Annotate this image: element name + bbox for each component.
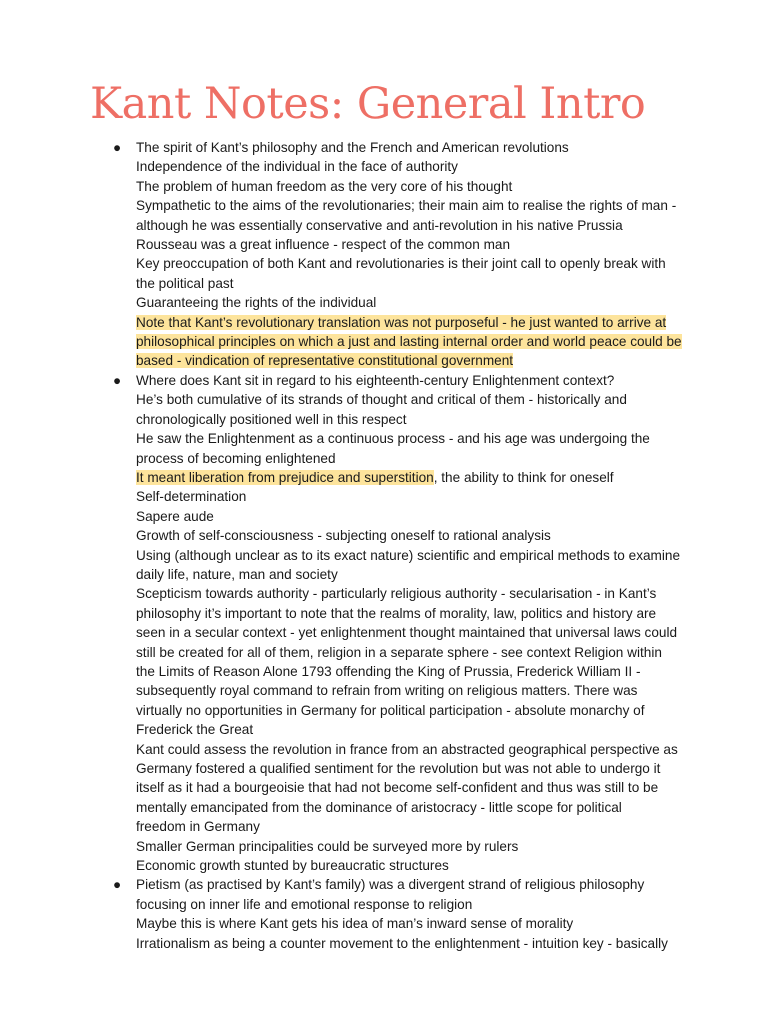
mixed-highlight-line [136, 468, 682, 487]
text-line: Scepticism towards authority - particularly religious authority - secularisation - in Kant’s [136, 586, 657, 602]
page-title: Kant Notes: General Intro [90, 79, 646, 129]
bullet-list [0, 138, 768, 953]
text-line: Irrationalism as being a counter movement to the enlightenment - intuition key - basically [136, 935, 668, 951]
bullet-dot-icon: ● [113, 140, 122, 155]
text-line: Frederick the Great [136, 722, 254, 738]
text-line: The problem of human freedom as the very core of his thought [136, 178, 513, 194]
bullet-dot-icon: ● [113, 877, 122, 893]
text-line: Kant could assess the revolution in france from an abstracted geographical perspective as [136, 741, 678, 757]
text-line: the Limits of Reason Alone 1793 offending the King of Prussia, Frederick William II - [136, 663, 641, 679]
bullet-dot-icon: ● [113, 372, 122, 388]
text-line: Economic growth stunted by bureaucratic structures [136, 858, 449, 874]
text-line: He’s both cumulative of its strands of thought and critical of them - historically and [136, 392, 627, 408]
text-line: Rousseau was a great influence - respect of the common man [136, 237, 511, 253]
text-line: daily life, nature, man and society [136, 566, 338, 582]
text-line: seen in a secular context - yet enlightenment thought maintained that universal laws could [136, 625, 678, 641]
text-line: Sapere aude [136, 508, 214, 524]
highlight-span: It meant liberation from prejudice and superstition [136, 469, 434, 485]
text-line: mentally emancipated from the dominance of aristocracy - little scope for political [136, 799, 622, 815]
text-line: Using (although unclear as to its exact nature) scientific and empirical methods to examine [136, 547, 681, 563]
text-line: Where does Kant sit in regard to his eighteenth-century Enlightenment context? [136, 372, 615, 388]
text-line: Independence of the individual in the face of authority [136, 159, 458, 175]
text-line: Self-determination [136, 489, 247, 505]
text-line: Sympathetic to the aims of the revolutionaries; their main aim to realise the rights of man - [136, 198, 677, 214]
bullet-item-revolutions [0, 138, 768, 371]
text-line: Pietism (as practised by Kant’s family) was a divergent strand of religious philosophy [136, 877, 645, 893]
text-line: Key preoccupation of both Kant and revolutionaries is their joint call to openly break with [136, 256, 666, 272]
highlight-span: philosophical principles on which a just and lasting internal order and world peace could be [136, 334, 682, 350]
highlighted-line [136, 313, 682, 332]
highlight-span: based - vindication of representative constitutional government [136, 353, 514, 369]
text-line: itself as it had a bourgeoisie that had not become self-confident and thus was still to be [136, 780, 659, 796]
text-line: Maybe this is where Kant gets his idea of man’s inward sense of morality [136, 916, 574, 932]
bullet-item-enlightenment [0, 371, 768, 876]
notes-body [0, 138, 768, 953]
bullet-item-pietism [0, 875, 768, 953]
text-line: Smaller German principalities could be surveyed more by rulers [136, 838, 519, 854]
text-line: Guaranteeing the rights of the individual [136, 295, 377, 311]
text-line: chronologically positioned well in this respect [136, 411, 407, 427]
text-line: He saw the Enlightenment as a continuous process - and his age was undergoing the [136, 431, 650, 447]
text-line: still be created for all of them, religion in a separate sphere - see context Religion within [136, 644, 662, 660]
text-line: philosophy it’s important to note that the realms of morality, law, politics and history are [136, 605, 657, 621]
text-line: virtually no opportunities in Germany for political participation - absolute monarchy of [136, 702, 645, 718]
highlighted-line [136, 332, 682, 351]
highlighted-line [136, 351, 682, 370]
text-line: process of becoming enlightened [136, 450, 336, 466]
text-line: Growth of self-consciousness - subjecting oneself to rational analysis [136, 528, 551, 544]
text-line: The spirit of Kant’s philosophy and the French and American revolutions [136, 140, 569, 155]
text-line: although he was essentially conservative and anti-revolution in his native Prussia [136, 217, 623, 233]
text-line: focusing on inner life and emotional response to religion [136, 896, 473, 912]
highlight-span: Note that Kant’s revolutionary translation was not purposeful - he just wanted to arrive at [136, 314, 667, 330]
text-line: the political past [136, 275, 234, 291]
text-line: subsequently royal command to refrain from writing on religious matters. There was [136, 683, 638, 699]
text-line: freedom in Germany [136, 819, 260, 835]
plain-span: , the ability to think for oneself [433, 469, 614, 485]
text-line: Germany fostered a qualified sentiment for the revolution but was not able to undergo it [136, 761, 661, 776]
